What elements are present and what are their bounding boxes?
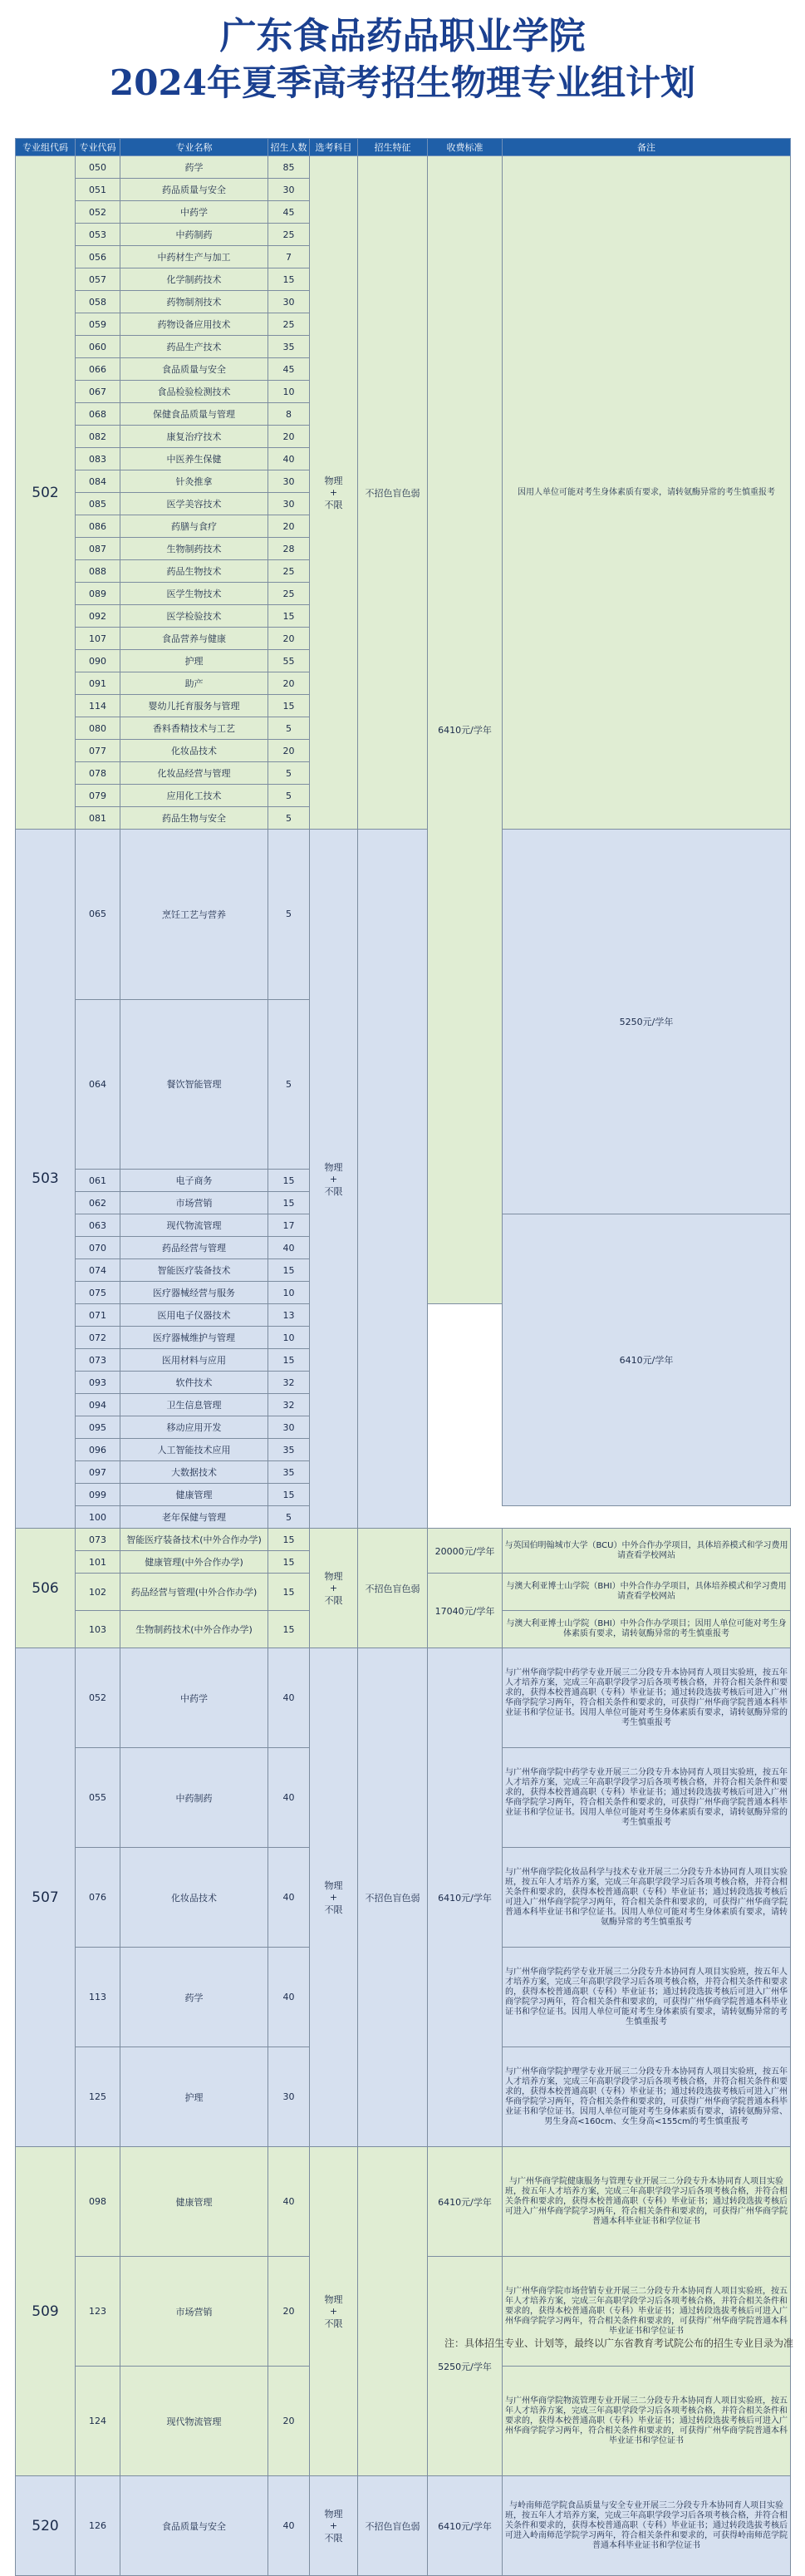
quota-cell: 25 (268, 583, 310, 605)
feature-cell: 不招色盲色弱 (358, 1648, 428, 2147)
note-cell: 与岭南师范学院食品质量与安全专业开展三二分段专升本协同育人项目实验班，按五年人才培养方案，完成三年高职学段学习后各项考核合格，并符合相关条件和要求的，获得本校普通高职（专科）毕业证书；通过转段选拔考核后可进入岭南师范学院学习两年，符合相关条件和要求的，可获得岭南师范学院普通本科毕业证书和学位证书 (503, 2476, 791, 2576)
quota-cell: 20 (268, 628, 310, 650)
quota-cell: 30 (268, 493, 310, 515)
header-cell: 招生人数 (268, 139, 310, 156)
major-name-cell: 烹饪工艺与营养 (120, 830, 268, 1000)
major-code-cell: 123 (76, 2257, 120, 2367)
major-name-cell: 康复治疗技术 (120, 426, 268, 448)
major-code-cell: 052 (76, 201, 120, 224)
quota-cell: 5 (268, 807, 310, 830)
major-name-cell: 卫生信息管理 (120, 1394, 268, 1416)
major-code-cell: 058 (76, 291, 120, 313)
quota-cell: 15 (268, 1551, 310, 1574)
major-code-cell: 094 (76, 1394, 120, 1416)
quota-cell: 8 (268, 403, 310, 426)
quota-cell: 45 (268, 358, 310, 381)
major-code-cell: 124 (76, 2367, 120, 2476)
group-code-cell: 520 (16, 2476, 76, 2576)
major-code-cell: 073 (76, 1349, 120, 1372)
major-name-cell: 中药学 (120, 201, 268, 224)
major-code-cell: 095 (76, 1416, 120, 1439)
fee-cell: 17040元/学年 (428, 1574, 503, 1648)
feature-cell (358, 830, 428, 1529)
major-name-cell: 化妆品技术 (120, 740, 268, 762)
quota-cell: 40 (268, 1237, 310, 1259)
major-name-cell: 医学美容技术 (120, 493, 268, 515)
major-name-cell: 药膳与食疗 (120, 515, 268, 538)
note-cell: 与广州华商学院市场营销专业开展三二分段专升本协同育人项目实验班，按五年人才培养方案，完成三年高职学段学习后各项考核合格，并符合相关条件和要求的，获得本校普通高职（专科）毕业证书；通过转段选拔考核后可进入广州华商学院学习两年，符合相关条件和要求的，可获得广州华商学院普通本科毕业证书和学位证书 (503, 2257, 791, 2367)
major-code-cell: 087 (76, 538, 120, 560)
major-code-cell: 061 (76, 1170, 120, 1192)
major-code-cell: 098 (76, 2147, 120, 2257)
major-name-cell: 医用电子仪器技术 (120, 1304, 268, 1327)
major-name-cell: 市场营销 (120, 2257, 268, 2367)
major-name-cell: 健康管理 (120, 1484, 268, 1506)
quota-cell: 30 (268, 470, 310, 493)
fee-cell: 6410元/学年 (428, 2147, 503, 2257)
major-code-cell: 086 (76, 515, 120, 538)
major-code-cell: 063 (76, 1214, 120, 1237)
major-name-cell: 生物制药技术(中外合作办学) (120, 1611, 268, 1648)
fee-cell: 5250元/学年 (503, 830, 791, 1214)
subject-cell: 物理 + 不限 (310, 2147, 358, 2476)
group-code-cell: 503 (16, 830, 76, 1529)
major-name-cell: 药学 (120, 1948, 268, 2047)
major-name-cell: 助产 (120, 672, 268, 695)
major-code-cell: 081 (76, 807, 120, 830)
quota-cell: 35 (268, 1439, 310, 1461)
header-cell: 招生特征 (358, 139, 428, 156)
quota-cell: 25 (268, 313, 310, 336)
quota-cell: 32 (268, 1372, 310, 1394)
major-code-cell: 075 (76, 1282, 120, 1304)
table-row (16, 1648, 791, 1748)
quota-cell: 7 (268, 246, 310, 268)
major-name-cell: 护理 (120, 2047, 268, 2147)
major-name-cell: 健康管理 (120, 2147, 268, 2257)
quota-cell: 5 (268, 785, 310, 807)
major-name-cell: 护理 (120, 650, 268, 672)
major-code-cell: 083 (76, 448, 120, 470)
fee-cell: 5250元/学年 (428, 2257, 503, 2476)
quota-cell: 20 (268, 2367, 310, 2476)
quota-cell: 28 (268, 538, 310, 560)
feature-cell: 不招色盲色弱 (358, 156, 428, 830)
table-row (16, 1529, 791, 1551)
major-name-cell: 药学 (120, 156, 268, 179)
note-cell: 与广州华商学院物流管理专业开展三二分段专升本协同育人项目实验班，按五年人才培养方案，完成三年高职学段学习后各项考核合格，并符合相关条件和要求的，获得本校普通高职（专科）毕业证书；通过转段选拔考核后可进入广州华商学院学习两年，符合相关条件和要求的，可获得广州华商学院普通本科毕业证书和学位证书 (503, 2367, 791, 2476)
major-code-cell: 060 (76, 336, 120, 358)
major-name-cell: 餐饮智能管理 (120, 999, 268, 1170)
quota-cell: 45 (268, 201, 310, 224)
major-code-cell: 059 (76, 313, 120, 336)
header-cell: 收费标准 (428, 139, 503, 156)
major-name-cell: 药品经营与管理 (120, 1237, 268, 1259)
fee-cell: 6410元/学年 (428, 156, 503, 1304)
major-name-cell: 大数据技术 (120, 1461, 268, 1484)
major-code-cell: 126 (76, 2476, 120, 2576)
quota-cell: 35 (268, 1461, 310, 1484)
major-code-cell: 099 (76, 1484, 120, 1506)
major-name-cell: 药品质量与安全 (120, 179, 268, 201)
quota-cell: 30 (268, 179, 310, 201)
major-code-cell: 084 (76, 470, 120, 493)
quota-cell: 40 (268, 2476, 310, 2576)
major-name-cell: 医学生物技术 (120, 583, 268, 605)
quota-cell: 15 (268, 1349, 310, 1372)
major-name-cell: 智能医疗装备技术 (120, 1259, 268, 1282)
major-code-cell: 073 (76, 1529, 120, 1551)
note-cell: 与广州华商学院中药学专业开展三二分段专升本协同育人项目实验班，按五年人才培养方案，完成三年高职学段学习后各项考核合格，并符合相关条件和要求的，获得本校普通高职（专科）毕业证书；通过转段选拔考核后可进入广州华商学院学习两年，符合相关条件和要求的，可获得广州华商学院普通本科毕业证书和学位证书。因用人单位可能对考生身体素质有要求，请转氨酶异常的考生慎重报考 (503, 1748, 791, 1848)
quota-cell: 30 (268, 2047, 310, 2147)
major-code-cell: 102 (76, 1574, 120, 1611)
major-code-cell: 096 (76, 1439, 120, 1461)
quota-cell: 10 (268, 1327, 310, 1349)
major-name-cell: 移动应用开发 (120, 1416, 268, 1439)
major-code-cell: 088 (76, 560, 120, 583)
quota-cell: 15 (268, 1529, 310, 1551)
major-code-cell: 055 (76, 1748, 120, 1848)
header-cell: 备注 (503, 139, 791, 156)
subject-cell: 物理 + 不限 (310, 1648, 358, 2147)
header-cell: 专业组代码 (16, 139, 76, 156)
quota-cell: 35 (268, 336, 310, 358)
major-code-cell: 070 (76, 1237, 120, 1259)
table-row (16, 2147, 791, 2257)
major-name-cell: 老年保健与管理 (120, 1506, 268, 1529)
quota-cell: 15 (268, 1574, 310, 1611)
major-name-cell: 生物制药技术 (120, 538, 268, 560)
note-cell: 与澳大利亚博士山学院（BHI）中外合作办学项目，具体培养模式和学习费用请查看学校网站 (503, 1574, 791, 1611)
major-code-cell: 093 (76, 1372, 120, 1394)
major-name-cell: 化妆品技术 (120, 1848, 268, 1948)
fee-cell: 20000元/学年 (428, 1529, 503, 1574)
major-name-cell: 食品检验检测技术 (120, 381, 268, 403)
major-code-cell: 100 (76, 1506, 120, 1529)
note-cell: 与广州华商学院护理学专业开展三二分段专升本协同育人项目实验班，按五年人才培养方案，完成三年高职学段学习后各项考核合格，并符合相关条件和要求的，获得本校普通高职（专科）毕业证书；通过转段选拔考核后可进入广州华商学院学习两年，符合相关条件和要求的，可获得广州华商学院普通本科毕业证书和学位证书。因用人单位可能对考生身体素质有要求，请转氨酶异常、男生身高<160cm、女生身高<155cm的考生慎重报考 (503, 2047, 791, 2147)
major-name-cell: 智能医疗装备技术(中外合作办学) (120, 1529, 268, 1551)
major-name-cell: 中药制药 (120, 1748, 268, 1848)
fee-cell: 6410元/学年 (428, 2476, 503, 2576)
quota-cell: 25 (268, 224, 310, 246)
major-code-cell: 085 (76, 493, 120, 515)
major-code-cell: 050 (76, 156, 120, 179)
quota-cell: 30 (268, 1416, 310, 1439)
quota-cell: 20 (268, 672, 310, 695)
major-name-cell: 现代物流管理 (120, 1214, 268, 1237)
major-code-cell: 064 (76, 999, 120, 1170)
major-code-cell: 125 (76, 2047, 120, 2147)
major-name-cell: 食品质量与安全 (120, 2476, 268, 2576)
header-cell: 专业名称 (120, 139, 268, 156)
major-name-cell: 医疗器械经营与服务 (120, 1282, 268, 1304)
major-name-cell: 医学检验技术 (120, 605, 268, 628)
quota-cell: 5 (268, 717, 310, 740)
group-code-cell: 507 (16, 1648, 76, 2147)
major-name-cell: 药品经营与管理(中外合作办学) (120, 1574, 268, 1611)
major-code-cell: 091 (76, 672, 120, 695)
major-name-cell: 应用化工技术 (120, 785, 268, 807)
quota-cell: 55 (268, 650, 310, 672)
fee-cell: 6410元/学年 (428, 1648, 503, 2147)
major-code-cell: 101 (76, 1551, 120, 1574)
major-name-cell: 药品生物与安全 (120, 807, 268, 830)
quota-cell: 40 (268, 2147, 310, 2257)
quota-cell: 20 (268, 2257, 310, 2367)
footnote: 注：具体招生专业、计划等，最终以广东省教育考试院公布的招生专业目录为准 (444, 2337, 793, 2349)
major-name-cell: 婴幼儿托育服务与管理 (120, 695, 268, 717)
major-code-cell: 057 (76, 268, 120, 291)
plan-table (15, 138, 791, 2576)
major-name-cell: 中药学 (120, 1648, 268, 1748)
quota-cell: 5 (268, 830, 310, 1000)
major-name-cell: 中药材生产与加工 (120, 246, 268, 268)
subject-cell: 物理 + 不限 (310, 830, 358, 1529)
major-code-cell: 103 (76, 1611, 120, 1648)
feature-cell (358, 2147, 428, 2476)
major-code-cell: 051 (76, 179, 120, 201)
quota-cell: 13 (268, 1304, 310, 1327)
major-name-cell: 中药制药 (120, 224, 268, 246)
major-name-cell: 化妆品经营与管理 (120, 762, 268, 785)
quota-cell: 20 (268, 515, 310, 538)
major-code-cell: 082 (76, 426, 120, 448)
quota-cell: 15 (268, 268, 310, 291)
feature-cell: 不招色盲色弱 (358, 2476, 428, 2576)
note-cell: 与英国伯明翰城市大学（BCU）中外合作办学项目，具体培养模式和学习费用请查看学校网站 (503, 1529, 791, 1574)
major-code-cell: 077 (76, 740, 120, 762)
quota-cell: 40 (268, 1948, 310, 2047)
major-code-cell: 071 (76, 1304, 120, 1327)
major-name-cell: 市场营销 (120, 1192, 268, 1214)
quota-cell: 17 (268, 1214, 310, 1237)
page-subtitle: 2024年夏季高考招生物理专业组计划 (110, 62, 695, 103)
major-name-cell: 保健食品质量与管理 (120, 403, 268, 426)
quota-cell: 40 (268, 1648, 310, 1748)
quota-cell: 40 (268, 448, 310, 470)
feature-cell: 不招色盲色弱 (358, 1529, 428, 1648)
quota-cell: 15 (268, 1259, 310, 1282)
major-code-cell: 092 (76, 605, 120, 628)
major-code-cell: 066 (76, 358, 120, 381)
major-name-cell: 中医养生保健 (120, 448, 268, 470)
major-name-cell: 电子商务 (120, 1170, 268, 1192)
table-row (16, 2476, 791, 2576)
fee-cell: 6410元/学年 (503, 1214, 791, 1506)
note-cell: 与广州华商学院化妆品科学与技术专业开展三二分段专升本协同育人项目实验班，按五年人才培养方案，完成三年高职学段学习后各项考核合格，并符合相关条件和要求的，获得本校普通高职（专科）毕业证书；通过转段选拔考核后可进入广州华商学院学习两年，符合相关条件和要求的，可获得广州华商学院普通本科毕业证书和学位证书。因用人单位可能对考生身体素质有要求，请转氨酶异常的考生慎重报考 (503, 1848, 791, 1948)
quota-cell: 30 (268, 291, 310, 313)
quota-cell: 15 (268, 1192, 310, 1214)
quota-cell: 10 (268, 381, 310, 403)
quota-cell: 25 (268, 560, 310, 583)
note-cell: 与澳大利亚博士山学院（BHI）中外合作办学项目；因用人单位可能对考生身体素质有要求，请转氨酶异常的考生慎重报考 (503, 1611, 791, 1648)
major-code-cell: 062 (76, 1192, 120, 1214)
note-cell: 与广州华商学院药学专业开展三二分段专升本协同育人项目实验班，按五年人才培养方案，完成三年高职学段学习后各项考核合格，并符合相关条件和要求的，获得本校普通高职（专科）毕业证书；通过转段选拔考核后可进入广州华商学院学习两年，符合相关条件和要求的，可获得广州华商学院普通本科毕业证书和学位证书。因用人单位可能对考生身体素质有要求，请转氨酶异常的考生慎重报考 (503, 1948, 791, 2047)
major-code-cell: 056 (76, 246, 120, 268)
major-name-cell: 现代物流管理 (120, 2367, 268, 2476)
quota-cell: 15 (268, 605, 310, 628)
subject-cell: 物理 + 不限 (310, 156, 358, 830)
quota-cell: 40 (268, 1748, 310, 1848)
table-body (16, 156, 791, 2576)
major-code-cell: 089 (76, 583, 120, 605)
major-name-cell: 香料香精技术与工艺 (120, 717, 268, 740)
major-name-cell: 食品质量与安全 (120, 358, 268, 381)
major-code-cell: 068 (76, 403, 120, 426)
major-name-cell: 软件技术 (120, 1372, 268, 1394)
table-row (16, 156, 791, 179)
quota-cell: 10 (268, 1282, 310, 1304)
major-name-cell: 医用材料与应用 (120, 1349, 268, 1372)
subject-cell: 物理 + 不限 (310, 2476, 358, 2576)
header-row (16, 139, 791, 156)
major-code-cell: 097 (76, 1461, 120, 1484)
major-name-cell: 药物设备应用技术 (120, 313, 268, 336)
major-code-cell: 114 (76, 695, 120, 717)
quota-cell: 40 (268, 1848, 310, 1948)
page-title: 广东食品药品职业学院 (219, 15, 586, 57)
major-code-cell: 065 (76, 830, 120, 1000)
major-code-cell: 072 (76, 1327, 120, 1349)
major-code-cell: 052 (76, 1648, 120, 1748)
major-name-cell: 针灸推拿 (120, 470, 268, 493)
major-code-cell: 053 (76, 224, 120, 246)
note-cell: 因用人单位可能对考生身体素质有要求，请转氨酶异常的考生慎重报考 (503, 156, 791, 830)
major-code-cell: 078 (76, 762, 120, 785)
quota-cell: 5 (268, 762, 310, 785)
quota-cell: 15 (268, 695, 310, 717)
subject-cell: 物理 + 不限 (310, 1529, 358, 1648)
major-name-cell: 药品生物技术 (120, 560, 268, 583)
major-name-cell: 药物制剂技术 (120, 291, 268, 313)
quota-cell: 15 (268, 1484, 310, 1506)
quota-cell: 15 (268, 1170, 310, 1192)
major-code-cell: 080 (76, 717, 120, 740)
quota-cell: 5 (268, 999, 310, 1170)
major-name-cell: 医疗器械维护与管理 (120, 1327, 268, 1349)
table-row (16, 830, 791, 1000)
header-cell: 选考科目 (310, 139, 358, 156)
major-code-cell: 090 (76, 650, 120, 672)
note-cell: 与广州华商学院健康服务与管理专业开展三二分段专升本协同育人项目实验班，按五年人才培养方案，完成三年高职学段学习后各项考核合格，并符合相关条件和要求的，获得本校普通高职（专科）毕业证书；通过转段选拔考核后可进入广州华商学院学习两年，符合相关条件和要求的，可获得广州华商学院普通本科毕业证书和学位证书 (503, 2147, 791, 2257)
major-code-cell: 107 (76, 628, 120, 650)
group-code-cell: 506 (16, 1529, 76, 1648)
major-code-cell: 113 (76, 1948, 120, 2047)
major-name-cell: 化学制药技术 (120, 268, 268, 291)
group-code-cell: 509 (16, 2147, 76, 2476)
quota-cell: 32 (268, 1394, 310, 1416)
major-name-cell: 健康管理(中外合作办学) (120, 1551, 268, 1574)
quota-cell: 85 (268, 156, 310, 179)
group-code-cell: 502 (16, 156, 76, 830)
quota-cell: 5 (268, 1506, 310, 1529)
note-cell: 与广州华商学院中药学专业开展三二分段专升本协同育人项目实验班，按五年人才培养方案，完成三年高职学段学习后各项考核合格，并符合相关条件和要求的，获得本校普通高职（专科）毕业证书；通过转段选拔考核后可进入广州华商学院学习两年，符合相关条件和要求的，可获得广州华商学院普通本科毕业证书和学位证书。因用人单位可能对考生身体素质有要求，请转氨酶异常的考生慎重报考 (503, 1648, 791, 1748)
major-code-cell: 076 (76, 1848, 120, 1948)
quota-cell: 15 (268, 1611, 310, 1648)
major-name-cell: 食品营养与健康 (120, 628, 268, 650)
header-cell: 专业代码 (76, 139, 120, 156)
major-code-cell: 067 (76, 381, 120, 403)
major-code-cell: 079 (76, 785, 120, 807)
major-code-cell: 074 (76, 1259, 120, 1282)
major-name-cell: 人工智能技术应用 (120, 1439, 268, 1461)
quota-cell: 20 (268, 426, 310, 448)
major-name-cell: 药品生产技术 (120, 336, 268, 358)
quota-cell: 20 (268, 740, 310, 762)
